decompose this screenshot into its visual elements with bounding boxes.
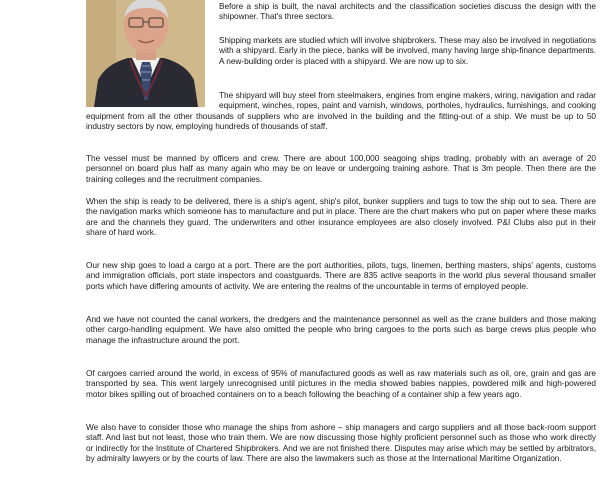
paragraph-delivery: When the ship is ready to be delivered, there is a ship's agent, ship's pilot, bunker suppliers and tugs to tow the ship out to sea. There are the navigation marks which someone has to manufacture and put in place. There are the chart makers who put on paper where these marks are and the channels they guard. The underwriters and other insurance employees are also closely involved. P&I Clubs also put in their share of hard work. bbox=[86, 196, 596, 238]
paragraph-canal-workers: And we have not counted the canal workers, the dredgers and the maintenance personnel as well as the crane builders and those making other cargo-handling equipment. We have also omitted the people who bring cargoes to the ports such as barge crews plus people who manage the infrastructure around the port. bbox=[86, 314, 596, 345]
paragraph-port: Our new ship goes to load a cargo at a port. There are the port authorities, pilots, tugs, linemen, berthing masters, ships' agents, customs and immigration officials, port state inspectors and coastguards. There are 835 active seaports in the world plus several thousand smaller ports which have differing amounts of activity. We are entering the realms of the uncountable in terms of employed people. bbox=[86, 260, 596, 291]
paragraph-design: Before a ship is built, the naval architects and the classification societies discuss the design with the shipowner. That's three sectors. bbox=[219, 1, 596, 22]
paragraph-shipyard-text: The shipyard will buy steel from steelmakers, engines from engine makers, wiring, navigation and radar equipment, winches, ropes, paint and varnish, windows, portholes, hydraulics, furnishings, and cooking equipment from all the other thousands of suppliers who are involved in the building and the fitting-out of a ship. We must be up to 50 industry sectors by now, employing hundreds of thousands of staff. bbox=[86, 90, 596, 132]
paragraph-cargoes: Of cargoes carried around the world, in excess of 95% of manufactured goods as well as raw materials such as oil, ore, grain and gas are transported by sea. This went largely unrecognised until pictures in the media showed babies nappies, powdered milk and high-powered motor bikes spilling out of broached containers on to a beach following the beaching of a container ship a few years ago. bbox=[86, 368, 596, 399]
paragraph-management: We also have to consider those who manage the ships from ashore – ship managers and cargo suppliers and all those back-room support staff. And last but not least, those who train them. We are now discussing those highly proficient personnel such as those who work directly or indirectly for the Institute of Chartered Shipbrokers. And we are not finished there. Disputes may arise which may be settled by arbitrators, by admiralty lawyers or by the courts of law. There are also the lawmakers such as those at the International Maritime Organization. bbox=[86, 422, 596, 464]
paragraph-shipping-markets: Shipping markets are studied which will involve shipbrokers. These may also be involved in negotiations with a shipyard. Early in the piece, banks will be involved, many having large ship-finance departments. A new-building order is placed with a shipyard. We are now up to six. bbox=[219, 35, 596, 66]
paragraph-vessel-crew: The vessel must be manned by officers and crew. There are about 100,000 seagoing ships trading, probably with an average of 20 personnel on board plus half as many again who may be on leave or undergoing training ashore. That is 3m people. Then there are the training colleges and the recruitment companies. bbox=[86, 153, 596, 184]
paragraph-shipyard bbox=[86, 90, 596, 131]
